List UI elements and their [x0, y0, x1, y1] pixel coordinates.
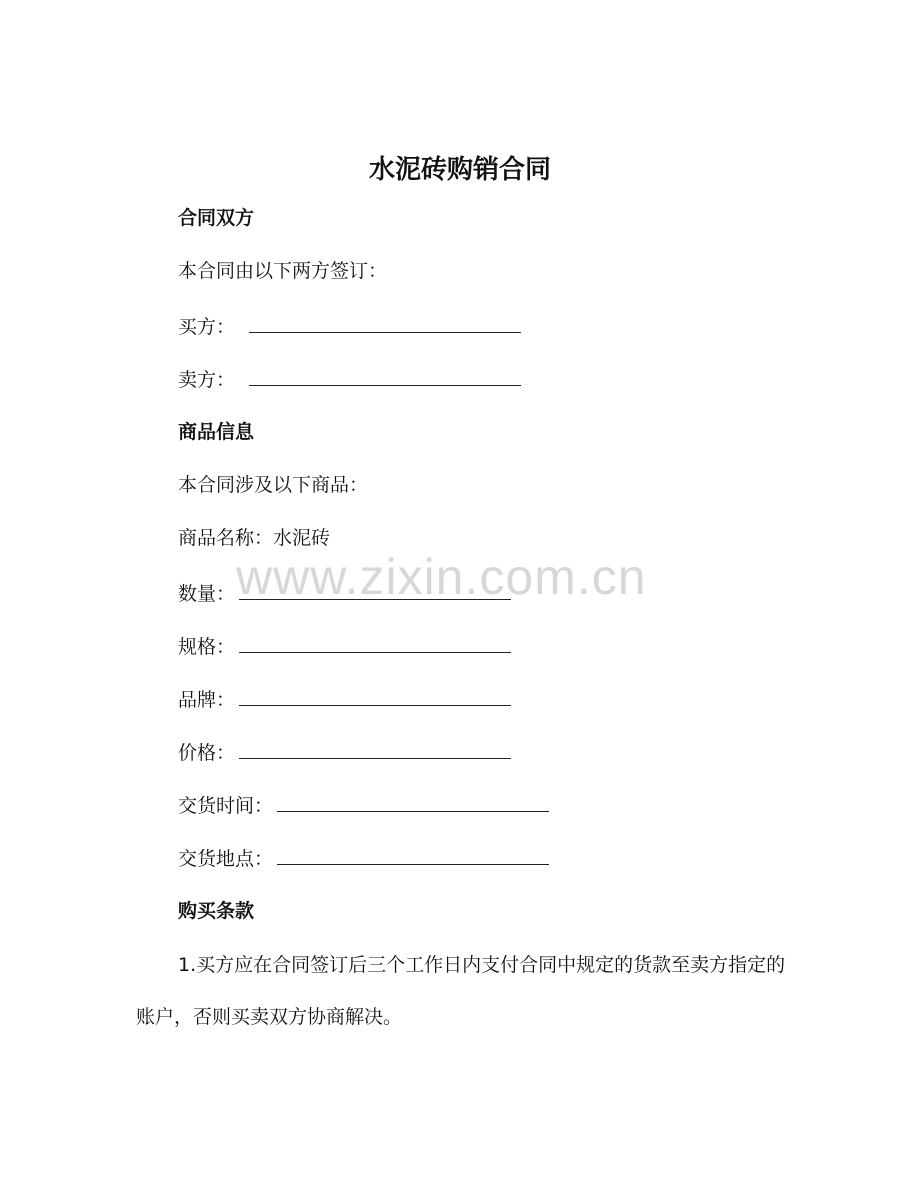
delivery-place-blank-line: [277, 842, 549, 865]
price-label: 价格：: [178, 742, 236, 764]
brand-field: [178, 683, 511, 715]
goods-name-line: 商品名称：水泥砖: [178, 527, 331, 549]
section-heading-parties: 合同双方: [178, 207, 255, 229]
price-field: [178, 736, 511, 768]
spec-blank-line: [239, 630, 511, 653]
section-heading-goods: 商品信息: [178, 421, 255, 443]
price-blank-line: [239, 736, 511, 759]
quantity-label: 数量：: [178, 583, 236, 605]
buyer-blank-line: [249, 310, 521, 333]
delivery-place-field: [178, 842, 549, 874]
parties-intro: 本合同由以下两方签订：: [178, 260, 388, 282]
seller-label: 卖方：: [178, 369, 236, 391]
quantity-field: [178, 577, 511, 609]
document-title: 水泥砖购销合同: [368, 155, 551, 185]
delivery-time-field: [178, 789, 549, 821]
purchase-clause-1: 1.买方应在合同签订后三个工作日内支付合同中规定的货款至卖方指定的账户，否则买卖双方协商解决。: [136, 954, 786, 1028]
goods-intro: 本合同涉及以下商品：: [178, 474, 369, 496]
watermark-text: www.zixin.com.cn: [236, 549, 647, 605]
delivery-time-label: 交货时间：: [178, 795, 274, 817]
section-heading-purchase-terms: 购买条款: [178, 900, 255, 922]
brand-label: 品牌：: [178, 689, 236, 711]
delivery-time-blank-line: [277, 789, 549, 812]
seller-field: [178, 363, 521, 395]
brand-blank-line: [239, 683, 511, 706]
spec-label: 规格：: [178, 636, 236, 658]
delivery-place-label: 交货地点：: [178, 848, 274, 870]
spec-field: [178, 630, 511, 662]
buyer-label: 买方：: [178, 316, 236, 338]
seller-blank-line: [249, 363, 521, 386]
buyer-field: [178, 310, 521, 342]
quantity-blank-line: [239, 577, 511, 600]
